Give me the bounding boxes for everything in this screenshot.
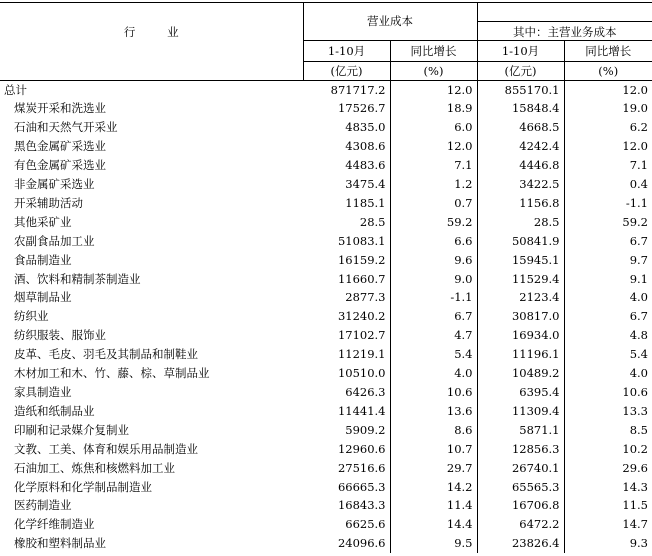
main-cost-growth-cell: 9.1 [629, 271, 648, 286]
table-row [0, 478, 652, 497]
operating-cost-growth-cell: 7.1 [390, 156, 477, 175]
operating-cost-growth-cell: 9.6 [390, 251, 477, 270]
table-row [0, 534, 652, 553]
period-header-2: 1-10月 [477, 40, 564, 61]
main-cost-value-cell: 16934.0 [477, 326, 564, 345]
main-cost-value-cell: 6472.2 [477, 515, 564, 534]
main-cost-value-cell: 2123.4 [477, 288, 564, 307]
operating-cost-growth-cell: 4.0 [390, 364, 477, 383]
industry-name-cell: 橡胶和塑料制品业 [14, 536, 106, 551]
main-cost-growth-cell: -1.1 [625, 195, 648, 210]
operating-cost-value-cell: 16843.3 [303, 496, 390, 515]
operating-cost-growth-cell: 4.7 [390, 326, 477, 345]
main-cost-growth-cell: 4.0 [629, 366, 648, 381]
operating-cost-value-cell: 1185.1 [303, 194, 390, 213]
industry-name-cell: 文教、工美、体育和娱乐用品制造业 [14, 441, 198, 456]
industry-name-cell: 造纸和纸制品业 [14, 403, 95, 418]
table-row [0, 137, 652, 156]
industry-name-cell: 医药制造业 [14, 498, 72, 513]
table-row [0, 251, 652, 270]
table-row [0, 99, 652, 118]
industry-name-cell: 黑色金属矿采选业 [14, 139, 106, 154]
main-cost-growth-cell: 10.6 [622, 385, 648, 399]
industry-name-cell: 其他采矿业 [14, 214, 72, 229]
main-cost-value-cell: 26740.1 [477, 459, 564, 478]
operating-cost-growth-cell: 14.4 [390, 515, 477, 534]
cost-table [0, 2, 652, 553]
main-cost-value-cell: 4242.4 [477, 137, 564, 156]
main-cost-growth-cell: 12.0 [622, 139, 648, 154]
operating-cost-value-cell: 10510.0 [303, 364, 390, 383]
main-cost-value-cell: 5871.1 [477, 421, 564, 440]
industry-name-cell: 烟草制品业 [14, 290, 72, 305]
operating-cost-growth-cell: 6.7 [390, 307, 477, 326]
main-cost-value-cell: 11309.4 [477, 402, 564, 421]
main-cost-growth-cell: 6.7 [629, 233, 648, 248]
table-row [0, 440, 652, 459]
operating-cost-value-cell: 16159.2 [303, 251, 390, 270]
operating-cost-value-cell: 66665.3 [303, 478, 390, 497]
industry-name-cell: 有色金属矿采选业 [14, 158, 106, 173]
industry-name-cell: 开采辅助活动 [14, 195, 83, 210]
table-row [0, 175, 652, 194]
industry-name-cell: 酒、饮料和精制茶制造业 [14, 271, 141, 286]
main-cost-growth-cell: 29.6 [622, 460, 648, 475]
main-cost-growth-cell: 6.2 [629, 120, 648, 135]
operating-cost-growth-cell: 5.4 [390, 345, 477, 364]
operating-cost-value-cell: 4483.6 [303, 156, 390, 175]
operating-cost-value-cell: 27516.6 [303, 459, 390, 478]
operating-cost-growth-cell: 13.6 [390, 402, 477, 421]
operating-cost-growth-cell: 9.5 [390, 534, 477, 553]
main-cost-value-cell: 15945.1 [477, 251, 564, 270]
table-row [0, 213, 652, 232]
main-business-cost-header [477, 3, 652, 41]
main-cost-value-cell: 855170.1 [477, 80, 564, 99]
main-cost-value-cell: 6395.4 [477, 383, 564, 402]
table-row [0, 496, 652, 515]
table-row [0, 118, 652, 137]
operating-cost-value-cell: 6625.6 [303, 515, 390, 534]
operating-cost-value-cell: 17102.7 [303, 326, 390, 345]
main-cost-growth-cell: 13.3 [622, 403, 648, 418]
industry-name-cell: 总计 [4, 82, 27, 97]
industry-name-cell: 木材加工和木、竹、藤、棕、草制品业 [14, 366, 210, 381]
industry-name-cell: 纺织服装、服饰业 [14, 328, 106, 343]
unit-percent-1: (%) [390, 61, 477, 80]
unit-value-2: (亿元) [477, 61, 564, 80]
industry-name-cell: 石油和天然气开采业 [14, 120, 118, 135]
table-row [0, 232, 652, 251]
operating-cost-value-cell: 12960.6 [303, 440, 390, 459]
operating-cost-growth-cell: 12.0 [390, 137, 477, 156]
operating-cost-growth-cell: 10.6 [390, 383, 477, 402]
operating-cost-value-cell: 24096.6 [303, 534, 390, 553]
operating-cost-growth-cell: 10.7 [390, 440, 477, 459]
main-cost-value-cell: 28.5 [477, 213, 564, 232]
operating-cost-value-cell: 3475.4 [303, 175, 390, 194]
operating-cost-growth-cell: 59.2 [390, 213, 477, 232]
operating-cost-growth-cell: 12.0 [390, 80, 477, 99]
main-cost-growth-cell: 59.2 [622, 214, 648, 229]
main-cost-growth-cell: 11.5 [622, 498, 648, 513]
operating-cost-growth-cell: 6.0 [390, 118, 477, 137]
industry-name-cell: 化学原料和化学制品制造业 [14, 479, 152, 494]
industry-name-cell: 皮革、毛皮、羽毛及其制品和制鞋业 [14, 347, 198, 362]
main-cost-growth-cell: 10.2 [622, 441, 648, 456]
table-row [0, 364, 652, 383]
main-cost-growth-cell: 7.1 [629, 158, 648, 173]
main-cost-value-cell: 12856.3 [477, 440, 564, 459]
operating-cost-growth-cell: 6.6 [390, 232, 477, 251]
main-cost-value-cell: 23826.4 [477, 534, 564, 553]
main-cost-value-cell: 11196.1 [477, 345, 564, 364]
main-cost-growth-cell: 14.7 [622, 517, 648, 532]
main-cost-growth-cell: 12.0 [622, 82, 648, 97]
table-row [0, 383, 652, 402]
unit-value-1: (亿元) [303, 61, 390, 80]
table-header [0, 3, 652, 81]
industry-name-cell: 石油加工、炼焦和核燃料加工业 [14, 460, 175, 475]
unit-percent-2: (%) [564, 61, 652, 80]
industry-name-cell: 家具制造业 [14, 385, 72, 399]
main-cost-growth-cell: 8.5 [629, 422, 648, 437]
industry-name-cell: 非金属矿采选业 [14, 177, 95, 192]
operating-cost-value-cell: 4308.6 [303, 137, 390, 156]
table-row [0, 80, 652, 99]
main-cost-value-cell: 4668.5 [477, 118, 564, 137]
main-cost-value-cell: 50841.9 [477, 232, 564, 251]
main-cost-value-cell: 4446.8 [477, 156, 564, 175]
main-business-cost-label: 其中：主营业务成本 [478, 21, 652, 40]
industry-name-cell: 纺织业 [14, 309, 49, 324]
operating-cost-value-cell: 5909.2 [303, 421, 390, 440]
industry-name-cell: 农副食品加工业 [14, 233, 95, 248]
table-body [0, 80, 652, 553]
table-row [0, 307, 652, 326]
operating-cost-growth-cell: -1.1 [390, 288, 477, 307]
main-cost-growth-cell: 4.0 [629, 290, 648, 305]
main-cost-growth-cell: 4.8 [629, 328, 648, 343]
operating-cost-value-cell: 17526.7 [303, 99, 390, 118]
operating-cost-growth-cell: 9.0 [390, 270, 477, 289]
operating-cost-value-cell: 2877.3 [303, 288, 390, 307]
main-cost-value-cell: 16706.8 [477, 496, 564, 515]
operating-cost-value-cell: 31240.2 [303, 307, 390, 326]
operating-cost-growth-cell: 18.9 [390, 99, 477, 118]
operating-cost-value-cell: 11219.1 [303, 345, 390, 364]
operating-cost-value-cell: 871717.2 [303, 80, 390, 99]
table-row [0, 156, 652, 175]
industry-name-cell: 印刷和记录媒介复制业 [14, 422, 129, 437]
main-cost-value-cell: 15848.4 [477, 99, 564, 118]
industry-name-cell: 化学纤维制造业 [14, 517, 95, 532]
main-cost-value-cell: 30817.0 [477, 307, 564, 326]
industry-header: 行 业 [0, 3, 303, 62]
table-row [0, 194, 652, 213]
operating-cost-value-cell: 6426.3 [303, 383, 390, 402]
operating-cost-value-cell: 51083.1 [303, 232, 390, 251]
operating-cost-growth-cell: 8.6 [390, 421, 477, 440]
growth-header-1: 同比增长 [390, 40, 477, 61]
main-cost-growth-cell: 9.3 [629, 536, 648, 551]
main-cost-growth-cell: 19.0 [622, 101, 648, 116]
industry-name-cell: 煤炭开采和洗选业 [14, 101, 106, 116]
table-row [0, 345, 652, 364]
table-row [0, 270, 652, 289]
operating-cost-growth-cell: 29.7 [390, 459, 477, 478]
operating-cost-value-cell: 11441.4 [303, 402, 390, 421]
table-row [0, 421, 652, 440]
industry-name-cell: 食品制造业 [14, 252, 72, 267]
operating-cost-value-cell: 28.5 [303, 213, 390, 232]
main-cost-value-cell: 65565.3 [477, 478, 564, 497]
main-cost-value-cell: 10489.2 [477, 364, 564, 383]
growth-header-2: 同比增长 [564, 40, 652, 61]
main-cost-value-cell: 11529.4 [477, 270, 564, 289]
main-cost-growth-cell: 0.4 [629, 177, 648, 192]
table-row [0, 402, 652, 421]
main-cost-growth-cell: 5.4 [629, 347, 648, 362]
operating-cost-growth-cell: 11.4 [390, 496, 477, 515]
table-row [0, 288, 652, 307]
operating-cost-header: 营业成本 [303, 3, 477, 41]
table-row [0, 459, 652, 478]
operating-cost-growth-cell: 0.7 [390, 194, 477, 213]
operating-cost-growth-cell: 14.2 [390, 478, 477, 497]
table-row [0, 515, 652, 534]
operating-cost-value-cell: 4835.0 [303, 118, 390, 137]
main-cost-growth-cell: 9.7 [629, 252, 648, 267]
period-header-1: 1-10月 [303, 40, 390, 61]
table-row [0, 326, 652, 345]
main-cost-value-cell: 1156.8 [477, 194, 564, 213]
operating-cost-value-cell: 11660.7 [303, 270, 390, 289]
main-cost-value-cell: 3422.5 [477, 175, 564, 194]
main-cost-growth-cell: 6.7 [629, 309, 648, 324]
operating-cost-growth-cell: 1.2 [390, 175, 477, 194]
main-cost-growth-cell: 14.3 [622, 479, 648, 494]
unit-spacer [0, 61, 303, 80]
